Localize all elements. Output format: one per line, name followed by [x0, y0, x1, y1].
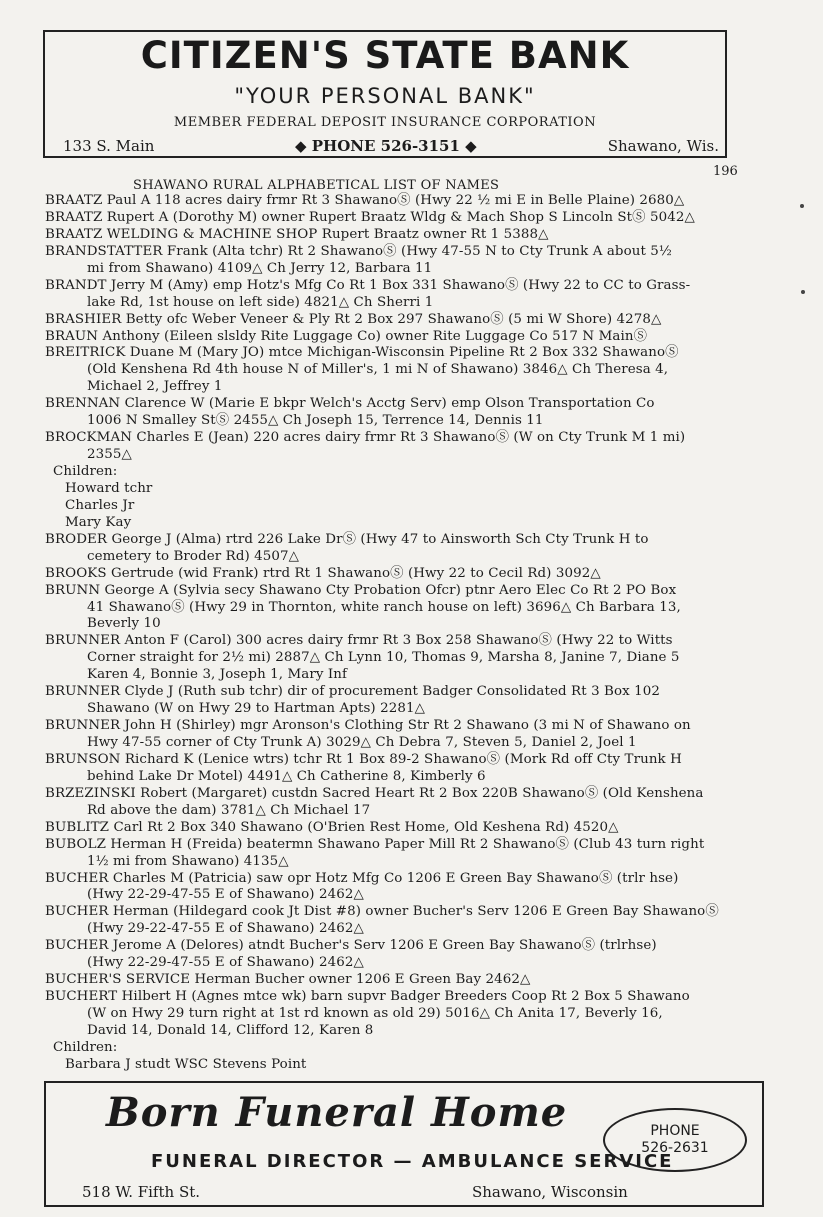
entry-line: BRAUN Anthony (Eileen slsldy Rite Luggage Co) owner Rite Luggage Co 517 N MainⓈ	[45, 328, 648, 344]
entry-line: BRUNSON Richard K (Lenice wtrs) tchr Rt 1 Box 89-2 ShawanoⓈ (Mork Rd off Cty Trunk H	[45, 751, 682, 767]
entry-line: Michael 2, Jeffrey 1	[87, 379, 223, 395]
funeral-home-name: Born Funeral Home	[106, 1089, 568, 1136]
entry-line: BRUNNER Clyde J (Ruth sub tchr) dir of procurement Badger Consolidated Rt 3 Box 102	[45, 684, 661, 700]
entry-line: BRUNNER Anton F (Carol) 300 acres dairy frmr Rt 3 Box 258 ShawanoⓈ (Hwy 22 to Witts	[45, 633, 673, 649]
entry-line: BRAATZ Paul A 118 acres dairy frmr Rt 3 ShawanoⓈ (Hwy 22 ½ mi E in Belle Plaine) 2680△	[45, 193, 685, 208]
entry-line: 1½ mi from Shawano) 4135△	[87, 853, 289, 869]
entry-line: lake Rd, 1st house on left side) 4821△ Ch Sherri 1	[87, 294, 434, 310]
bank-city: Shawano, Wis.	[607, 137, 719, 155]
bank-slogan: "YOUR PERSONAL BANK"	[234, 84, 536, 108]
bank-member-line: MEMBER FEDERAL DEPOSIT INSURANCE CORPORATION	[173, 115, 597, 130]
entry-line: Corner straight for 2½ mi) 2887△ Ch Lynn 10, Thomas 9, Marsha 8, Janine 7, Diane 5	[87, 650, 680, 666]
bank-phone: ◆ PHONE 526-3151 ◆	[295, 137, 477, 155]
entry-line: Beverly 10	[87, 616, 161, 632]
entry-line: behind Lake Dr Motel) 4491△ Ch Catherine 8, Kimberly 6	[87, 768, 486, 784]
funeral-city: Shawano, Wisconsin	[472, 1183, 628, 1201]
entry-line: mi from Shawano) 4109△ Ch Jerry 12, Barbara 11	[87, 260, 433, 276]
bank-advertisement	[43, 30, 727, 158]
entry-line: BRUNNER John H (Shirley) mgr Aronson's Clothing Str Rt 2 Shawano (3 mi N of Shawano on	[45, 718, 691, 734]
directory-listing	[45, 193, 763, 1074]
entry-line: (Old Kenshena Rd 4th house N of Miller's, 1 mi N of Shawano) 3846△ Ch Theresa 4,	[87, 362, 669, 378]
entry-line: BRANDT Jerry M (Amy) emp Hotz's Mfg Co Rt 1 Box 331 ShawanoⓈ (Hwy 22 to CC to Grass-	[45, 277, 691, 293]
entry-line: BUCHER Charles M (Patricia) saw opr Hotz Mfg Co 1206 E Green Bay ShawanoⓈ (trlr hse)	[45, 870, 679, 886]
children-heading: Children:	[53, 1039, 118, 1055]
child-entry: Mary Kay	[65, 514, 132, 530]
funeral-address: 518 W. Fifth St.	[82, 1183, 201, 1201]
entry-line: 41 ShawanoⓈ (Hwy 29 in Thornton, white ranch house on left) 3696△ Ch Barbara 13,	[87, 599, 681, 615]
funeral-service-line: FUNERAL DIRECTOR — AMBULANCE SERVICE	[151, 1151, 674, 1172]
entry-line: BUBLITZ Carl Rt 2 Box 340 Shawano (O'Brien Rest Home, Old Keshena Rd) 4520△	[45, 819, 619, 835]
bank-name: CITIZEN'S STATE BANK	[140, 34, 630, 77]
child-entry: Barbara J studt WSC Stevens Point	[65, 1056, 307, 1072]
entry-line: BUCHER Jerome A (Delores) atndt Bucher's Serv 1206 E Green Bay ShawanoⓈ (trlrhse)	[45, 938, 657, 954]
entry-line: David 14, Donald 14, Clifford 12, Karen 8	[87, 1022, 374, 1038]
phone-label: PHONE	[650, 1123, 700, 1139]
entry-line: BRUNN George A (Sylvia secy Shawano Cty Probation Ofcr) ptnr Aero Elec Co Rt 2 PO Box	[45, 582, 677, 598]
entry-line: 2355△	[87, 447, 132, 463]
entry-line: BROOKS Gertrude (wid Frank) rtrd Rt 1 ShawanoⓈ (Hwy 22 to Cecil Rd) 3092△	[45, 565, 601, 581]
entry-line: 1006 N Smalley StⓈ 2455△ Ch Joseph 15, Terrence 14, Dennis 11	[87, 413, 544, 429]
entry-line: (Hwy 29-22-47-55 E of Shawano) 2462△	[87, 921, 364, 937]
entry-line: BROCKMAN Charles E (Jean) 220 acres dairy frmr Rt 3 ShawanoⓈ (W on Cty Trunk M 1 mi)	[45, 430, 686, 446]
entry-line: Hwy 47-55 corner of Cty Trunk A) 3029△ Ch Debra 7, Steven 5, Daniel 2, Joel 1	[87, 735, 637, 750]
page-number: 196	[713, 164, 738, 179]
entry-line: BRZEZINSKI Robert (Margaret) custdn Sacred Heart Rt 2 Box 220B ShawanoⓈ (Old Kenshena	[45, 785, 704, 801]
children-heading: Children:	[53, 464, 118, 479]
child-entry: Howard tchr	[65, 480, 153, 496]
entry-line: (W on Hwy 29 turn right at 1st rd known as old 29) 5016△ Ch Anita 17, Beverly 16,	[87, 1006, 663, 1021]
funeral-home-advertisement	[44, 1081, 764, 1207]
entry-line: BRAATZ Rupert A (Dorothy M) owner Rupert Braatz Wldg & Mach Shop S Lincoln StⓈ 5042△	[45, 209, 695, 225]
entry-line: BRANDSTATTER Frank (Alta tchr) Rt 2 ShawanoⓈ (Hwy 47-55 N to Cty Trunk A about 5½	[45, 243, 673, 259]
phone-number: 526-2631	[641, 1140, 709, 1156]
punch-dot	[800, 204, 804, 208]
entry-line: Shawano (W on Hwy 29 to Hartman Apts) 2281△	[87, 701, 425, 717]
child-entry: Charles Jr	[65, 497, 135, 513]
entry-line: Rd above the dam) 3781△ Ch Michael 17	[87, 802, 371, 818]
entry-line: BUCHERT Hilbert H (Agnes mtce wk) barn supvr Badger Breeders Coop Rt 2 Box 5 Shawano	[45, 989, 690, 1005]
entry-line: BRAATZ WELDING & MACHINE SHOP Rupert Braatz owner Rt 1 5388△	[45, 226, 549, 242]
entry-line: BUBOLZ Herman H (Freida) beatermn Shawano Paper Mill Rt 2 ShawanoⓈ (Club 43 turn right	[45, 836, 705, 852]
list-title: SHAWANO RURAL ALPHABETICAL LIST OF NAMES	[133, 178, 500, 193]
entry-line: BRASHIER Betty ofc Weber Veneer & Ply Rt 2 Box 297 ShawanoⓈ (5 mi W Shore) 4278△	[45, 311, 662, 327]
phone-oval	[603, 1108, 747, 1172]
entry-line: BRENNAN Clarence W (Marie E bkpr Welch's Acctg Serv) emp Olson Transportation Co	[45, 396, 655, 412]
entry-line: Karen 4, Bonnie 3, Joseph 1, Mary Inf	[87, 667, 348, 683]
entry-line: (Hwy 22-29-47-55 E of Shawano) 2462△	[87, 955, 364, 971]
entry-line: BUCHER Herman (Hildegard cook Jt Dist #8) owner Bucher's Serv 1206 E Green Bay ShawanoⓈ	[45, 904, 719, 920]
punch-dot	[801, 290, 805, 294]
entry-line: BREITRICK Duane M (Mary JO) mtce Michigan-Wisconsin Pipeline Rt 2 Box 332 ShawanoⓈ	[45, 345, 679, 361]
entry-line: BRODER George J (Alma) rtrd 226 Lake DrⓈ (Hwy 47 to Ainsworth Sch Cty Trunk H to	[45, 531, 649, 547]
entry-line: cemetery to Broder Rd) 4507△	[87, 548, 300, 564]
entry-line: BUCHER'S SERVICE Herman Bucher owner 1206 E Green Bay 2462△	[45, 972, 531, 988]
entry-line: (Hwy 22-29-47-55 E of Shawano) 2462△	[87, 887, 364, 903]
bank-address: 133 S. Main	[63, 137, 155, 155]
